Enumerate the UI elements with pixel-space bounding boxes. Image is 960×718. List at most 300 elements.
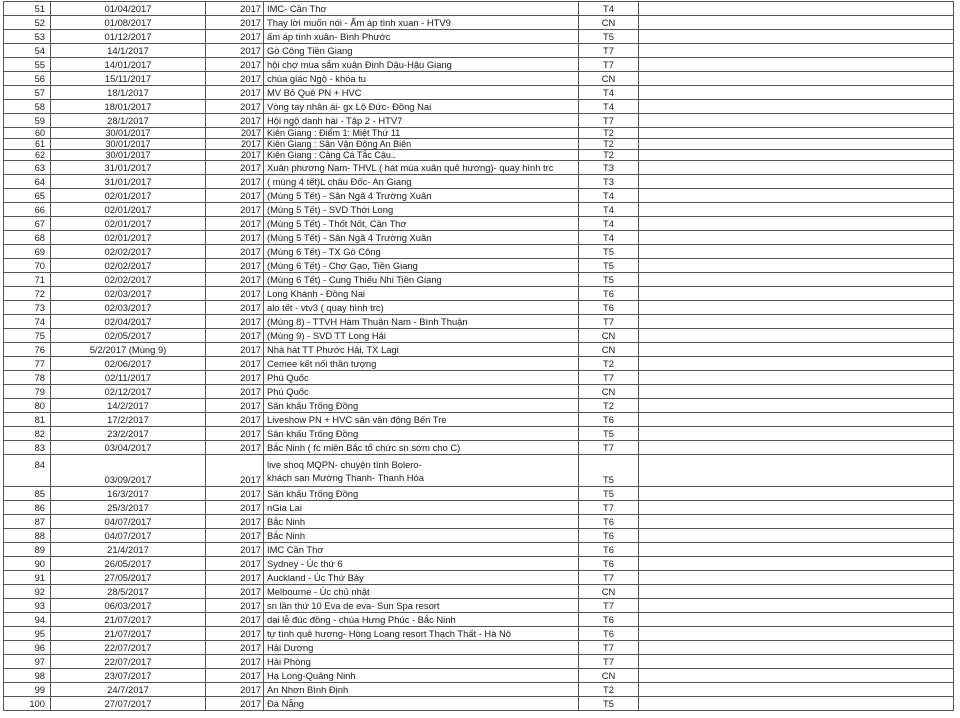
table-row[interactable] <box>4 329 954 343</box>
table-row[interactable] <box>4 599 954 613</box>
event-cell[interactable]: Liveshow PN + HVC sân vận động Bến Tre <box>264 413 579 427</box>
weekday-cell[interactable]: CN <box>579 329 639 343</box>
date-cell[interactable]: 24/7/2017 <box>51 683 206 697</box>
row-number-cell[interactable]: 68 <box>4 231 51 245</box>
weekday-cell[interactable]: T7 <box>579 441 639 455</box>
event-cell[interactable]: Bắc Ninh ( fc miền Bắc tổ chức sn sớm cho C) <box>264 441 579 455</box>
weekday-cell[interactable]: T2 <box>579 357 639 371</box>
row-number-cell[interactable]: 88 <box>4 529 51 543</box>
year-cell[interactable]: 2017 <box>206 441 264 455</box>
event-cell[interactable]: Bắc Ninh <box>264 529 579 543</box>
date-cell[interactable]: 03/04/2017 <box>51 441 206 455</box>
event-cell[interactable]: sn lần thứ 10 Eva de eva- Sun Spa resort <box>264 599 579 613</box>
weekday-cell[interactable]: T2 <box>579 128 639 139</box>
event-cell[interactable]: Sân khấu Trống Đồng <box>264 427 579 441</box>
year-cell[interactable]: 2017 <box>206 627 264 641</box>
year-cell[interactable]: 2017 <box>206 150 264 161</box>
year-cell[interactable]: 2017 <box>206 455 264 487</box>
event-cell[interactable]: (Mùng 6 Tết) - Cung Thiếu Nhi Tiền Giang <box>264 273 579 287</box>
row-number-cell[interactable]: 60 <box>4 128 51 139</box>
table-row[interactable] <box>4 58 954 72</box>
weekday-cell[interactable]: T5 <box>579 427 639 441</box>
date-cell[interactable]: 01/12/2017 <box>51 30 206 44</box>
year-cell[interactable]: 2017 <box>206 343 264 357</box>
date-cell[interactable]: 02/01/2017 <box>51 189 206 203</box>
event-cell[interactable]: Kiên Giang : Điểm 1: Miệt Thứ 11 <box>264 128 579 139</box>
event-cell[interactable]: Kiên Giang : Cảng Cá Tắc Cậu.. <box>264 150 579 161</box>
empty-cell[interactable] <box>639 259 954 273</box>
year-cell[interactable]: 2017 <box>206 30 264 44</box>
event-cell[interactable]: (Mùng 5 Tết) - Thốt Nốt, Cần Thơ <box>264 217 579 231</box>
year-cell[interactable]: 2017 <box>206 175 264 189</box>
event-cell[interactable] <box>264 455 579 487</box>
weekday-cell[interactable]: T2 <box>579 399 639 413</box>
weekday-cell[interactable]: T4 <box>579 203 639 217</box>
table-row[interactable] <box>4 585 954 599</box>
weekday-cell[interactable]: T6 <box>579 413 639 427</box>
weekday-cell[interactable]: CN <box>579 385 639 399</box>
table-row[interactable] <box>4 301 954 315</box>
event-cell[interactable]: (Mùng 5 Tết) - Sân Ngã 4 Trường Xuân <box>264 231 579 245</box>
date-cell[interactable]: 23/07/2017 <box>51 669 206 683</box>
empty-cell[interactable] <box>639 175 954 189</box>
table-row[interactable] <box>4 114 954 128</box>
row-number-cell[interactable]: 58 <box>4 100 51 114</box>
year-cell[interactable]: 2017 <box>206 217 264 231</box>
row-number-cell[interactable]: 66 <box>4 203 51 217</box>
event-cell[interactable]: tự tình quê hương- Hòng Loang resort Thạch Thất - Hà Nộ <box>264 627 579 641</box>
table-row[interactable] <box>4 203 954 217</box>
event-cell[interactable]: (Mùng 5 Tết) - Sân Ngã 4 Trường Xuân <box>264 189 579 203</box>
year-cell[interactable]: 2017 <box>206 557 264 571</box>
table-row[interactable] <box>4 371 954 385</box>
weekday-cell[interactable]: T5 <box>579 30 639 44</box>
empty-cell[interactable] <box>639 627 954 641</box>
event-cell[interactable]: Phú Quốc <box>264 385 579 399</box>
event-cell[interactable]: Gò Công Tiền Giang <box>264 44 579 58</box>
year-cell[interactable]: 2017 <box>206 161 264 175</box>
empty-cell[interactable] <box>639 231 954 245</box>
table-row[interactable] <box>4 189 954 203</box>
year-cell[interactable]: 2017 <box>206 585 264 599</box>
row-number-cell[interactable]: 83 <box>4 441 51 455</box>
weekday-cell[interactable]: T6 <box>579 301 639 315</box>
event-cell[interactable]: (Mùng 8) - TTVH Hàm Thuận Nam - Bình Thuận <box>264 315 579 329</box>
row-number-cell[interactable]: 97 <box>4 655 51 669</box>
table-row[interactable] <box>4 343 954 357</box>
year-cell[interactable]: 2017 <box>206 571 264 585</box>
empty-cell[interactable] <box>639 100 954 114</box>
date-cell[interactable]: 21/07/2017 <box>51 627 206 641</box>
date-cell[interactable]: 23/2/2017 <box>51 427 206 441</box>
date-cell[interactable]: 04/07/2017 <box>51 529 206 543</box>
row-number-cell[interactable]: 69 <box>4 245 51 259</box>
event-cell[interactable]: dại lễ đúc đồng - chùa Hưng Phúc - Bắc Ninh <box>264 613 579 627</box>
table-row[interactable] <box>4 16 954 30</box>
date-cell[interactable]: 31/01/2017 <box>51 175 206 189</box>
year-cell[interactable]: 2017 <box>206 86 264 100</box>
date-cell[interactable]: 22/07/2017 <box>51 655 206 669</box>
table-row[interactable] <box>4 86 954 100</box>
event-cell[interactable]: IMC- Cần Thơ <box>264 2 579 16</box>
table-row[interactable] <box>4 627 954 641</box>
table-row[interactable] <box>4 273 954 287</box>
date-cell[interactable]: 02/03/2017 <box>51 287 206 301</box>
year-cell[interactable]: 2017 <box>206 385 264 399</box>
row-number-cell[interactable]: 98 <box>4 669 51 683</box>
weekday-cell[interactable]: CN <box>579 585 639 599</box>
weekday-cell[interactable]: T4 <box>579 189 639 203</box>
date-cell[interactable]: 02/03/2017 <box>51 301 206 315</box>
date-cell[interactable]: 18/1/2017 <box>51 86 206 100</box>
row-number-cell[interactable]: 74 <box>4 315 51 329</box>
row-number-cell[interactable]: 81 <box>4 413 51 427</box>
event-cell[interactable]: Nhà hát TT Phước Hải, TX Lagi <box>264 343 579 357</box>
table-row[interactable] <box>4 669 954 683</box>
weekday-cell[interactable]: T4 <box>579 217 639 231</box>
date-cell[interactable]: 25/3/2017 <box>51 501 206 515</box>
empty-cell[interactable] <box>639 203 954 217</box>
year-cell[interactable]: 2017 <box>206 427 264 441</box>
weekday-cell[interactable]: T7 <box>579 58 639 72</box>
empty-cell[interactable] <box>639 315 954 329</box>
row-number-cell[interactable]: 77 <box>4 357 51 371</box>
year-cell[interactable]: 2017 <box>206 114 264 128</box>
table-row[interactable] <box>4 557 954 571</box>
empty-cell[interactable] <box>639 44 954 58</box>
empty-cell[interactable] <box>639 543 954 557</box>
date-cell[interactable]: 02/01/2017 <box>51 203 206 217</box>
year-cell[interactable]: 2017 <box>206 58 264 72</box>
event-cell[interactable]: hội chợ mua sắm xuân Đinh Dậu-Hậu Giang <box>264 58 579 72</box>
date-cell[interactable]: 02/02/2017 <box>51 245 206 259</box>
event-cell[interactable]: ấm áp tình xuân- Bình Phước <box>264 30 579 44</box>
year-cell[interactable]: 2017 <box>206 245 264 259</box>
row-number-cell[interactable]: 71 <box>4 273 51 287</box>
weekday-cell[interactable]: T7 <box>579 315 639 329</box>
weekday-cell[interactable]: T2 <box>579 139 639 150</box>
table-row[interactable] <box>4 30 954 44</box>
weekday-cell[interactable]: T5 <box>579 245 639 259</box>
empty-cell[interactable] <box>639 515 954 529</box>
year-cell[interactable]: 2017 <box>206 543 264 557</box>
table-row[interactable] <box>4 315 954 329</box>
weekday-cell[interactable]: T7 <box>579 501 639 515</box>
table-row[interactable] <box>4 487 954 501</box>
table-row[interactable] <box>4 385 954 399</box>
weekday-cell[interactable]: T7 <box>579 655 639 669</box>
table-row[interactable] <box>4 217 954 231</box>
year-cell[interactable]: 2017 <box>206 529 264 543</box>
date-cell[interactable]: 02/01/2017 <box>51 231 206 245</box>
table-row[interactable] <box>4 150 954 161</box>
table-row[interactable] <box>4 441 954 455</box>
event-cell[interactable]: Thay lời muốn nói - Ấm áp tình xuan - HTV9 <box>264 16 579 30</box>
weekday-cell[interactable]: T5 <box>579 259 639 273</box>
year-cell[interactable]: 2017 <box>206 273 264 287</box>
row-number-cell[interactable]: 52 <box>4 16 51 30</box>
year-cell[interactable]: 2017 <box>206 641 264 655</box>
year-cell[interactable]: 2017 <box>206 259 264 273</box>
year-cell[interactable]: 2017 <box>206 357 264 371</box>
table-row[interactable] <box>4 72 954 86</box>
row-number-cell[interactable]: 92 <box>4 585 51 599</box>
event-cell[interactable]: Sydney - Úc thứ 6 <box>264 557 579 571</box>
table-row[interactable] <box>4 161 954 175</box>
date-cell[interactable]: 02/05/2017 <box>51 329 206 343</box>
year-cell[interactable]: 2017 <box>206 329 264 343</box>
date-cell[interactable]: 21/4/2017 <box>51 543 206 557</box>
event-cell[interactable]: Sân khấu Trống Đồng <box>264 399 579 413</box>
date-cell[interactable]: 06/03/2017 <box>51 599 206 613</box>
event-cell[interactable]: chùa giác Ngộ - khóa tu <box>264 72 579 86</box>
empty-cell[interactable] <box>639 487 954 501</box>
date-cell[interactable]: 04/07/2017 <box>51 515 206 529</box>
row-number-cell[interactable]: 87 <box>4 515 51 529</box>
weekday-cell[interactable]: T7 <box>579 114 639 128</box>
weekday-cell[interactable]: T7 <box>579 571 639 585</box>
year-cell[interactable]: 2017 <box>206 697 264 711</box>
table-row[interactable] <box>4 697 954 711</box>
empty-cell[interactable] <box>639 72 954 86</box>
empty-cell[interactable] <box>639 683 954 697</box>
year-cell[interactable]: 2017 <box>206 16 264 30</box>
row-number-cell[interactable]: 76 <box>4 343 51 357</box>
date-cell[interactable]: 28/1/2017 <box>51 114 206 128</box>
row-number-cell[interactable]: 55 <box>4 58 51 72</box>
empty-cell[interactable] <box>639 599 954 613</box>
year-cell[interactable]: 2017 <box>206 72 264 86</box>
row-number-cell[interactable]: 93 <box>4 599 51 613</box>
weekday-cell[interactable]: CN <box>579 72 639 86</box>
row-number-cell[interactable]: 82 <box>4 427 51 441</box>
date-cell[interactable]: 22/07/2017 <box>51 641 206 655</box>
event-cell[interactable]: Xuân phương Nam- THVL ( hát múa xuân quê hương)- quay hình trc <box>264 161 579 175</box>
date-cell[interactable]: 21/07/2017 <box>51 613 206 627</box>
table-row[interactable] <box>4 613 954 627</box>
table-row[interactable] <box>4 100 954 114</box>
empty-cell[interactable] <box>639 189 954 203</box>
date-cell[interactable]: 15/11/2017 <box>51 72 206 86</box>
empty-cell[interactable] <box>639 86 954 100</box>
empty-cell[interactable] <box>639 529 954 543</box>
weekday-cell[interactable]: T2 <box>579 150 639 161</box>
weekday-cell[interactable]: T5 <box>579 455 639 487</box>
year-cell[interactable]: 2017 <box>206 44 264 58</box>
date-cell[interactable]: 26/05/2017 <box>51 557 206 571</box>
event-cell[interactable]: (Mùng 5 Tết) - SVD Thới Long <box>264 203 579 217</box>
row-number-cell[interactable]: 91 <box>4 571 51 585</box>
weekday-cell[interactable]: T2 <box>579 683 639 697</box>
row-number-cell[interactable]: 67 <box>4 217 51 231</box>
empty-cell[interactable] <box>639 343 954 357</box>
event-cell[interactable]: (Mùng 9) - SVD TT Long Hải <box>264 329 579 343</box>
table-row[interactable] <box>4 287 954 301</box>
empty-cell[interactable] <box>639 371 954 385</box>
year-cell[interactable]: 2017 <box>206 613 264 627</box>
year-cell[interactable]: 2017 <box>206 139 264 150</box>
event-cell[interactable]: Sân khấu Trống Đồng <box>264 487 579 501</box>
table-row[interactable] <box>4 543 954 557</box>
row-number-cell[interactable]: 78 <box>4 371 51 385</box>
table-row[interactable] <box>4 515 954 529</box>
empty-cell[interactable] <box>639 150 954 161</box>
empty-cell[interactable] <box>639 641 954 655</box>
year-cell[interactable]: 2017 <box>206 128 264 139</box>
row-number-cell[interactable]: 99 <box>4 683 51 697</box>
table-row[interactable] <box>4 139 954 150</box>
empty-cell[interactable] <box>639 114 954 128</box>
table-row[interactable] <box>4 427 954 441</box>
event-cell[interactable]: (Mùng 6 Tết) - Chợ Gạo, Tiền Giang <box>264 259 579 273</box>
row-number-cell[interactable]: 53 <box>4 30 51 44</box>
table-row[interactable] <box>4 2 954 16</box>
empty-cell[interactable] <box>639 301 954 315</box>
empty-cell[interactable] <box>639 357 954 371</box>
year-cell[interactable]: 2017 <box>206 669 264 683</box>
weekday-cell[interactable]: T3 <box>579 161 639 175</box>
date-cell[interactable]: 14/2/2017 <box>51 399 206 413</box>
year-cell[interactable]: 2017 <box>206 501 264 515</box>
table-row[interactable] <box>4 571 954 585</box>
year-cell[interactable]: 2017 <box>206 100 264 114</box>
event-cell[interactable]: Kiên Giang : Sân Vận Động An Biên <box>264 139 579 150</box>
weekday-cell[interactable]: T6 <box>579 287 639 301</box>
empty-cell[interactable] <box>639 287 954 301</box>
row-number-cell[interactable]: 80 <box>4 399 51 413</box>
row-number-cell[interactable]: 84 <box>4 455 51 487</box>
row-number-cell[interactable]: 62 <box>4 150 51 161</box>
row-number-cell[interactable]: 79 <box>4 385 51 399</box>
date-cell[interactable]: 02/06/2017 <box>51 357 206 371</box>
event-cell[interactable]: Hạ Long-Quảng Ninh <box>264 669 579 683</box>
date-cell[interactable]: 02/02/2017 <box>51 273 206 287</box>
date-cell[interactable]: 14/1/2017 <box>51 44 206 58</box>
empty-cell[interactable] <box>639 58 954 72</box>
row-number-cell[interactable]: 96 <box>4 641 51 655</box>
row-number-cell[interactable]: 70 <box>4 259 51 273</box>
year-cell[interactable]: 2017 <box>206 189 264 203</box>
row-number-cell[interactable]: 89 <box>4 543 51 557</box>
empty-cell[interactable] <box>639 217 954 231</box>
event-cell[interactable]: Phú Quốc <box>264 371 579 385</box>
row-number-cell[interactable]: 100 <box>4 697 51 711</box>
year-cell[interactable]: 2017 <box>206 231 264 245</box>
date-cell[interactable]: 16/3/2017 <box>51 487 206 501</box>
event-cell[interactable]: Melbourne - Úc chủ nhật <box>264 585 579 599</box>
weekday-cell[interactable]: T3 <box>579 175 639 189</box>
row-number-cell[interactable]: 86 <box>4 501 51 515</box>
event-cell[interactable]: ( mùng 4 tết)L châu Đốc- An Giang <box>264 175 579 189</box>
event-cell[interactable]: Cemee kết nối thần tượng <box>264 357 579 371</box>
date-cell[interactable]: 30/01/2017 <box>51 128 206 139</box>
empty-cell[interactable] <box>639 669 954 683</box>
table-row[interactable] <box>4 501 954 515</box>
year-cell[interactable]: 2017 <box>206 371 264 385</box>
empty-cell[interactable] <box>639 30 954 44</box>
row-number-cell[interactable]: 95 <box>4 627 51 641</box>
empty-cell[interactable] <box>639 655 954 669</box>
year-cell[interactable]: 2017 <box>206 413 264 427</box>
table-row[interactable] <box>4 175 954 189</box>
table-row[interactable] <box>4 683 954 697</box>
row-number-cell[interactable]: 65 <box>4 189 51 203</box>
table-row[interactable] <box>4 357 954 371</box>
row-number-cell[interactable]: 56 <box>4 72 51 86</box>
row-number-cell[interactable]: 75 <box>4 329 51 343</box>
table-row[interactable] <box>4 231 954 245</box>
table-row[interactable] <box>4 455 954 487</box>
weekday-cell[interactable]: CN <box>579 343 639 357</box>
weekday-cell[interactable]: T7 <box>579 371 639 385</box>
weekday-cell[interactable]: CN <box>579 669 639 683</box>
empty-cell[interactable] <box>639 139 954 150</box>
row-number-cell[interactable]: 54 <box>4 44 51 58</box>
table-row[interactable] <box>4 128 954 139</box>
empty-cell[interactable] <box>639 455 954 487</box>
empty-cell[interactable] <box>639 329 954 343</box>
weekday-cell[interactable]: T6 <box>579 557 639 571</box>
date-cell[interactable]: 5/2/2017 (Mùng 9) <box>51 343 206 357</box>
year-cell[interactable]: 2017 <box>206 399 264 413</box>
event-cell[interactable]: nGia Lai <box>264 501 579 515</box>
table-row[interactable] <box>4 44 954 58</box>
weekday-cell[interactable]: T7 <box>579 641 639 655</box>
row-number-cell[interactable]: 51 <box>4 2 51 16</box>
event-cell[interactable]: Đà Nẵng <box>264 697 579 711</box>
weekday-cell[interactable]: T6 <box>579 543 639 557</box>
row-number-cell[interactable]: 64 <box>4 175 51 189</box>
table-row[interactable] <box>4 655 954 669</box>
weekday-cell[interactable]: T4 <box>579 2 639 16</box>
date-cell[interactable]: 02/01/2017 <box>51 217 206 231</box>
date-cell[interactable]: 03/09/2017 <box>51 455 206 487</box>
date-cell[interactable]: 02/02/2017 <box>51 259 206 273</box>
event-cell[interactable]: Bắc Ninh <box>264 515 579 529</box>
year-cell[interactable]: 2017 <box>206 315 264 329</box>
empty-cell[interactable] <box>639 245 954 259</box>
weekday-cell[interactable]: T5 <box>579 697 639 711</box>
date-cell[interactable]: 27/05/2017 <box>51 571 206 585</box>
weekday-cell[interactable]: T7 <box>579 599 639 613</box>
row-number-cell[interactable]: 57 <box>4 86 51 100</box>
weekday-cell[interactable]: T4 <box>579 86 639 100</box>
weekday-cell[interactable]: T4 <box>579 231 639 245</box>
date-cell[interactable]: 31/01/2017 <box>51 161 206 175</box>
empty-cell[interactable] <box>639 501 954 515</box>
weekday-cell[interactable]: T4 <box>579 100 639 114</box>
year-cell[interactable]: 2017 <box>206 515 264 529</box>
table-row[interactable] <box>4 413 954 427</box>
event-cell[interactable]: Vòng tay nhân ái- gx Lộ Đức- Đồng Nai <box>264 100 579 114</box>
event-cell[interactable]: alo tết - vtv3 ( quay hình trc) <box>264 301 579 315</box>
date-cell[interactable]: 18/01/2017 <box>51 100 206 114</box>
year-cell[interactable]: 2017 <box>206 655 264 669</box>
empty-cell[interactable] <box>639 697 954 711</box>
event-cell[interactable]: Long Khánh - Đồng Nai <box>264 287 579 301</box>
date-cell[interactable]: 17/2/2017 <box>51 413 206 427</box>
empty-cell[interactable] <box>639 2 954 16</box>
weekday-cell[interactable]: T6 <box>579 613 639 627</box>
empty-cell[interactable] <box>639 385 954 399</box>
year-cell[interactable]: 2017 <box>206 599 264 613</box>
row-number-cell[interactable]: 61 <box>4 139 51 150</box>
date-cell[interactable]: 28/5/2017 <box>51 585 206 599</box>
row-number-cell[interactable]: 59 <box>4 114 51 128</box>
year-cell[interactable]: 2017 <box>206 203 264 217</box>
empty-cell[interactable] <box>639 571 954 585</box>
row-number-cell[interactable]: 85 <box>4 487 51 501</box>
